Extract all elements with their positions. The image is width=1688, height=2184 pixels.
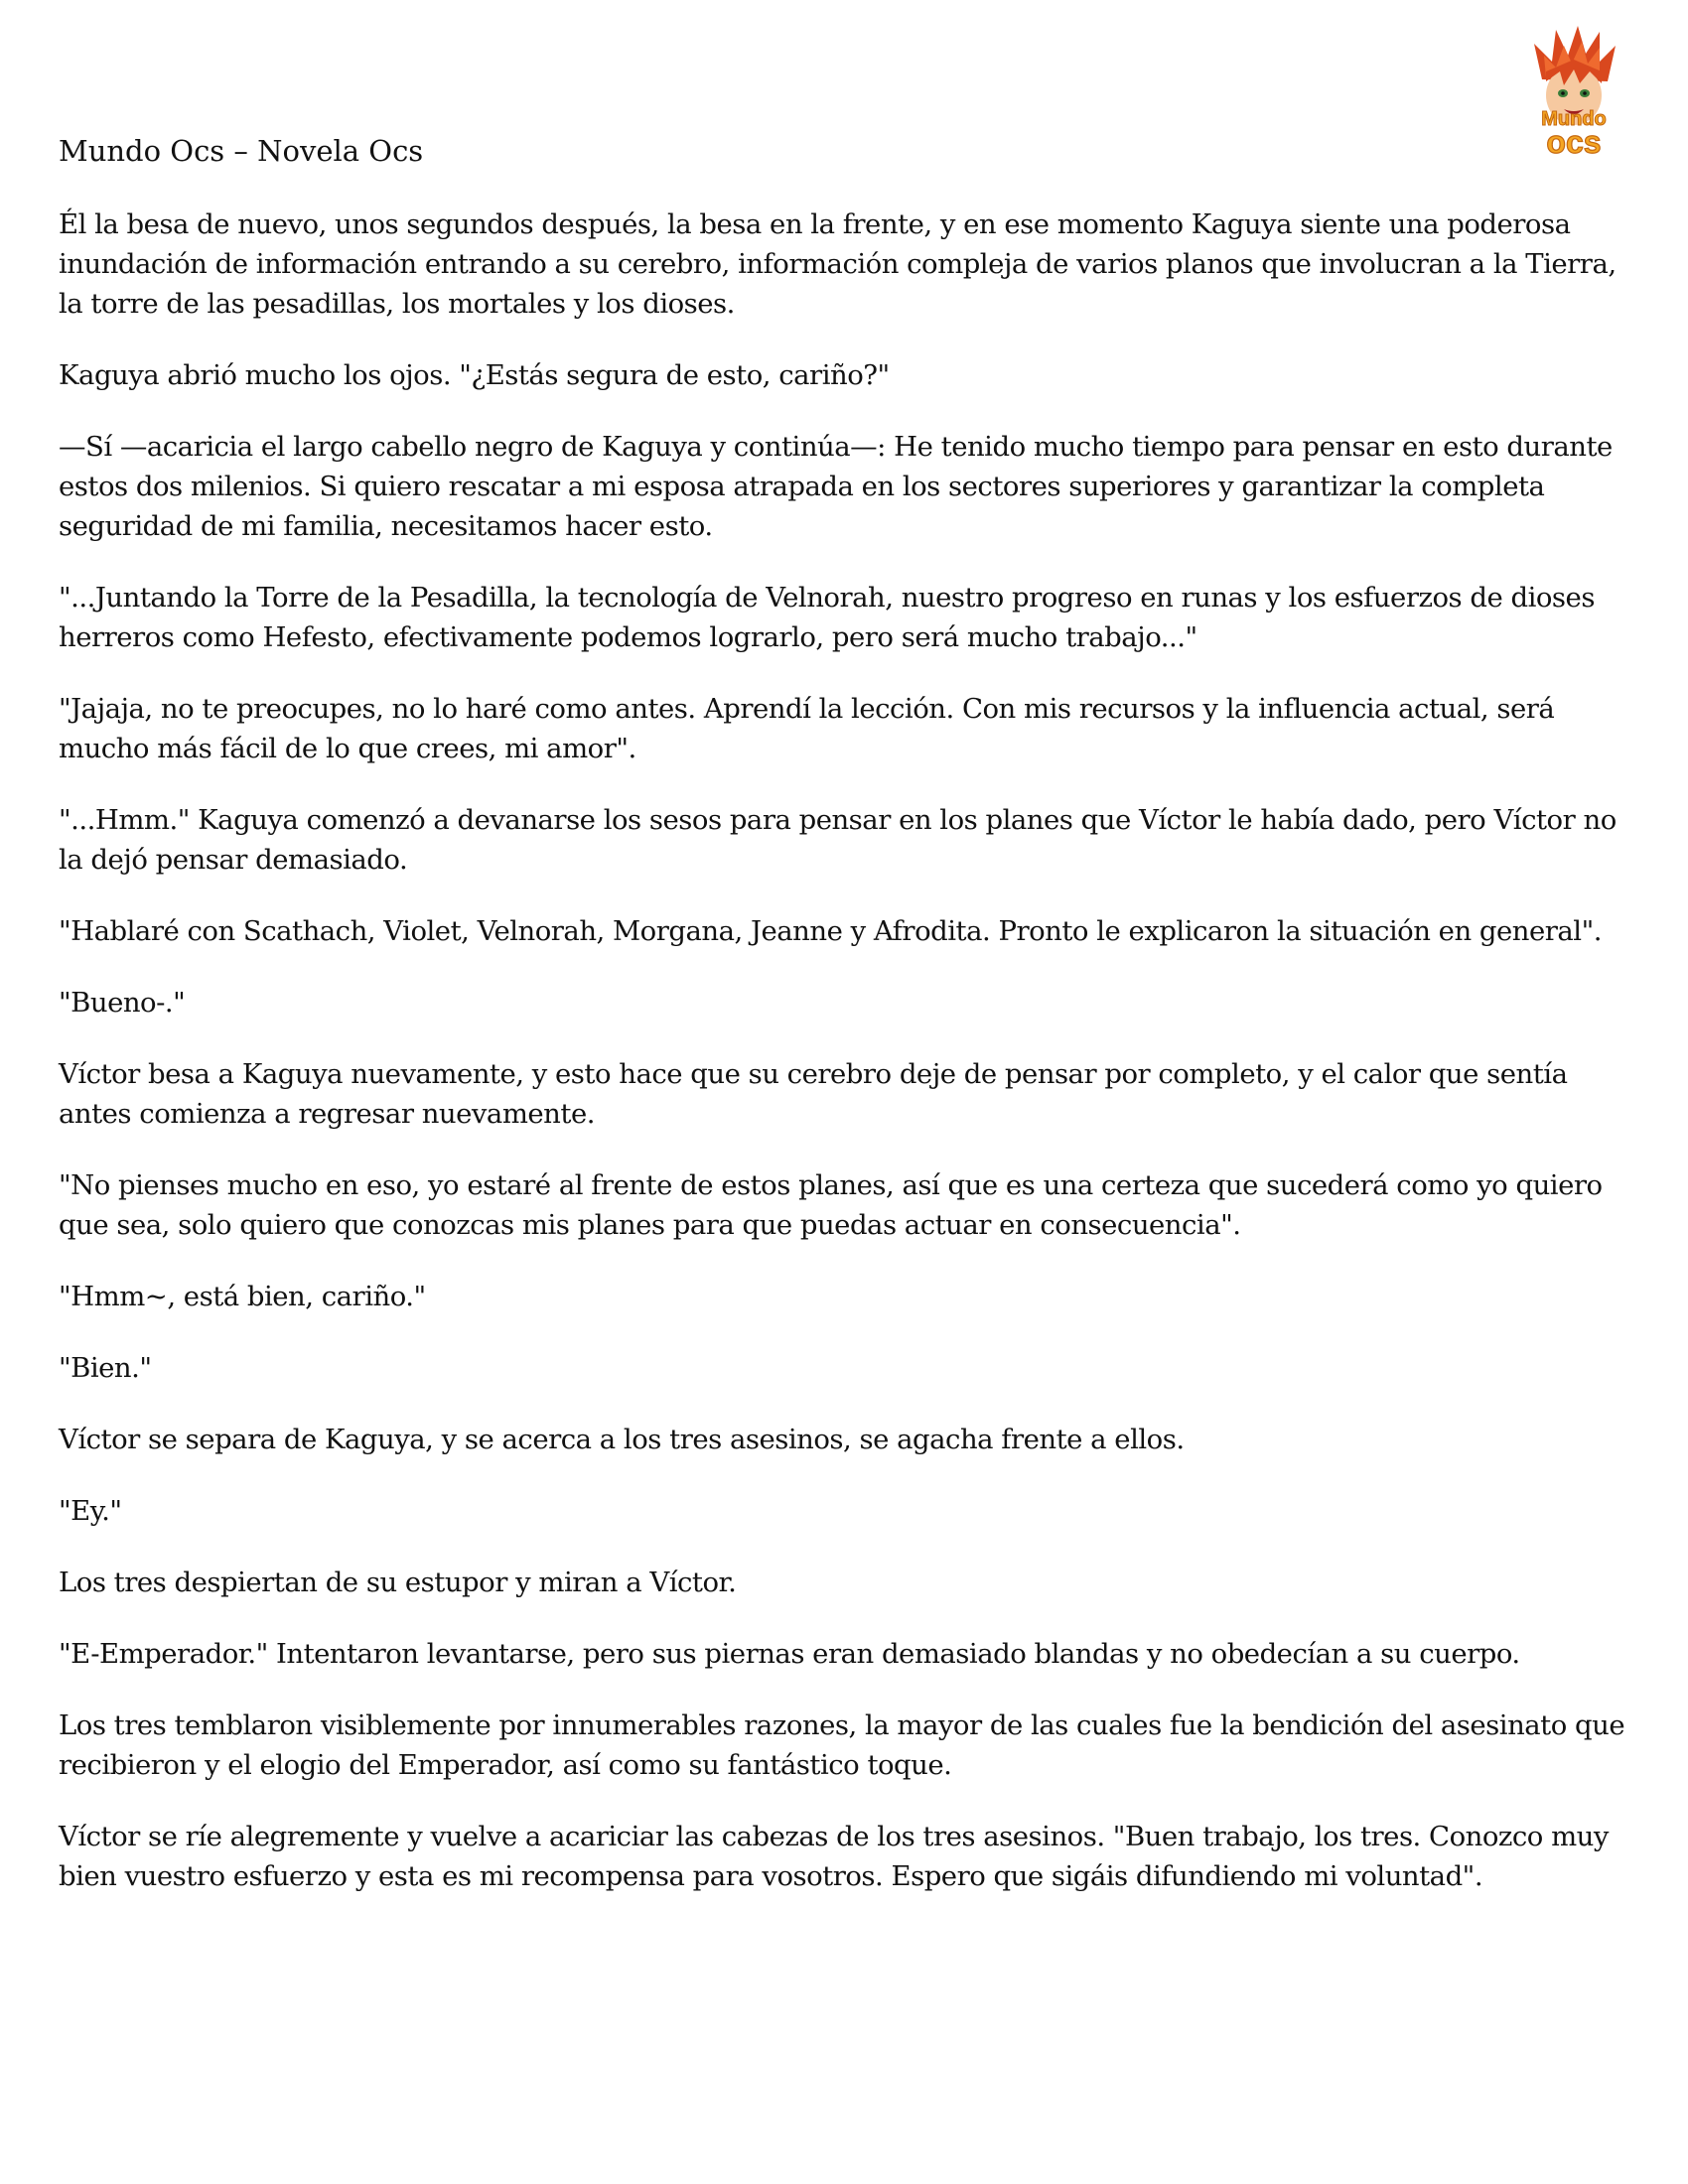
svg-text:Mundo: Mundo [1541,108,1607,130]
page-header-title: Mundo Ocs – Novela Ocs [59,134,424,168]
paragraph: Víctor se separa de Kaguya, y se acerca a los tres asesinos, se agacha frente a ellos. [59,1424,1185,1455]
paragraph: "Bien." [59,1352,152,1384]
document-body [59,205,1647,1928]
paragraph: "Ey." [59,1495,122,1527]
paragraph: "Jajaja, no te preocupes, no lo haré como antes. Aprendí la lección. Con mis recursos y la influencia actual, será mucho más fácil de lo que crees, mi amor". [59,693,1555,764]
paragraph: "...Juntando la Torre de la Pesadilla, la tecnología de Velnorah, nuestro progreso en runas y los esfuerzos de dioses herreros como Hefesto, efectivamente podemos lograrlo, pero será mucho trabajo..." [59,582,1595,653]
paragraph: "Bueno-." [59,987,186,1019]
paragraph: "E-Emperador." Intentaron levantarse, pero sus piernas eran demasiado blandas y no obedecían a su cuerpo. [59,1638,1520,1670]
paragraph: "No pienses mucho en eso, yo estaré al frente de estos planes, así que es una certeza que sucederá como yo quiero que sea, solo quiero que conozcas mis planes para que puedas actuar en consecuencia". [59,1169,1603,1241]
paragraph: "Hablaré con Scathach, Violet, Velnorah, Morgana, Jeanne y Afrodita. Pronto le explicaron la situación en general". [59,915,1602,947]
svg-text:ocs: ocs [1546,124,1602,160]
paragraph: Víctor se ríe alegremente y vuelve a acariciar las cabezas de los tres asesinos. "Buen trabajo, los tres. Conozco muy bien vuestro esfuerzo y esta es mi recompensa para vosotros. Espero que sigáis difundiendo mi voluntad". [59,1821,1609,1892]
paragraph: "...Hmm." Kaguya comenzó a devanarse los sesos para pensar en los planes que Víctor le había dado, pero Víctor no la dejó pensar demasiado. [59,804,1617,876]
paragraph: Los tres despiertan de su estupor y miran a Víctor. [59,1567,737,1598]
paragraph: —Sí —acaricia el largo cabello negro de Kaguya y continúa—: He tenido mucho tiempo para pensar en esto durante estos dos milenios. Si quiero rescatar a mi esposa atrapada en los sectores superiores y garantizar la completa seguridad de mi familia, necesitamos hacer esto. [59,431,1613,542]
paragraph: Él la besa de nuevo, unos segundos después, la besa en la frente, y en ese momento Kaguya siente una poderosa inundación de información entrando a su cerebro, información compleja de varios planos que involucran a la Tierra, la torre de las pesadillas, los mortales y los dioses. [59,208,1617,320]
paragraph: Kaguya abrió mucho los ojos. "¿Estás segura de esto, cariño?" [59,359,890,391]
paragraph: "Hmm~, está bien, cariño." [59,1281,426,1312]
paragraph: Víctor besa a Kaguya nuevamente, y esto hace que su cerebro deje de pensar por completo, y el calor que sentía antes comienza a regresar nuevamente. [59,1058,1568,1130]
mundo-ocs-logo-icon [1504,22,1643,161]
paragraph: Los tres temblaron visiblemente por innumerables razones, la mayor de las cuales fue la bendición del asesinato que recibieron y el elogio del Emperador, así como su fantástico toque. [59,1709,1625,1781]
